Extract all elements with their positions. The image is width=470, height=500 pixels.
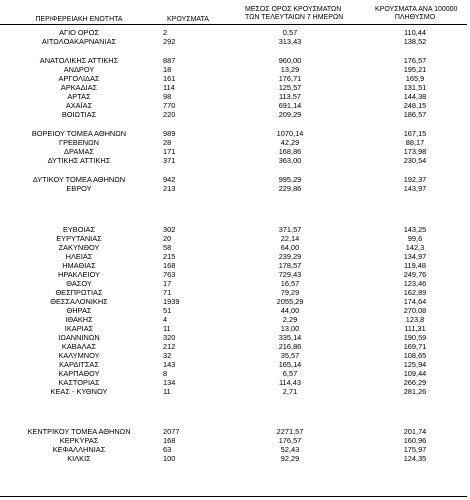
seven-day-average: 729,43 [278,270,302,279]
region-name: ΚΙΛΚΙΣ [67,454,91,463]
table-row [0,351,467,360]
seven-day-average: 960,00 [278,56,302,65]
seven-day-average: 52,43 [280,445,300,454]
cases-value: 20 [163,234,172,243]
region-name: ΚΕΝΤΡΙΚΟΥ ΤΟΜΕΑ ΑΘΗΝΩΝ [27,427,131,436]
region-name: ΚΑΡΠΑΘΟΥ [58,369,100,378]
region-name: ΚΕΦΑΛΛΗΝΙΑΣ [52,445,106,454]
region-name: ΑΧΑΪΑΣ [65,101,93,110]
cases-per-100k: 201,74 [403,427,427,436]
region-name: ΔΥΤΙΚΗΣ ΑΤΤΙΚΗΣ [47,156,111,165]
region-name: ΓΡΕΒΕΝΩΝ [59,138,99,147]
seven-day-average: 64,00 [280,243,300,252]
table-row [0,270,467,279]
cases-value: 8 [163,369,168,378]
seven-day-average: 0,57 [282,28,298,37]
cases-value: 942 [163,175,176,184]
seven-day-average: 168,86 [278,147,302,156]
header-rule [0,24,467,25]
seven-day-average: 176,57 [278,436,302,445]
table-row [0,324,467,333]
region-name: ΙΩΑΝΝΙΝΩΝ [58,333,100,342]
region-name: ΘΕΣΣΑΛΟΝΙΚΗΣ [50,297,108,306]
table-row [0,445,467,454]
region-name: ΗΜΑΘΙΑΣ [62,261,96,270]
table-row [0,252,467,261]
cases-per-100k: 123,46 [403,279,427,288]
region-name: ΕΥΡΥΤΑΝΙΑΣ [56,234,102,243]
cases-per-100k: 162,89 [403,288,427,297]
cases-value: 18 [163,65,172,74]
region-name: ΚΕΡΚΥΡΑΣ [59,436,99,445]
cases-value: 143 [163,360,176,369]
cases-per-100k: 270,08 [403,306,427,315]
table-row [0,288,467,297]
table-row [0,297,467,306]
region-name: ΑΡΤΑΣ [67,92,91,101]
region-name: ΙΚΑΡΙΑΣ [64,324,94,333]
table-row [0,56,467,65]
table-row [0,65,467,74]
seven-day-average: 13,29 [280,65,300,74]
seven-day-average: 239,29 [278,252,302,261]
cases-value: 212 [163,342,176,351]
table-row [0,369,467,378]
region-name: ΚΑΒΑΛΑΣ [61,342,97,351]
region-name: ΘΑΣΟΥ [66,279,92,288]
seven-day-average: 229,86 [278,184,302,193]
cases-per-100k: 143,97 [403,184,427,193]
table-row [0,92,467,101]
seven-day-average: 35,57 [280,351,300,360]
cases-value: 71 [163,288,172,297]
region-name: ΙΘΑΚΗΣ [65,315,93,324]
cases-value: 32 [163,351,172,360]
cases-value: 168 [163,436,176,445]
cases-per-100k: 99,6 [407,234,423,243]
seven-day-average: 2271,57 [276,427,304,436]
seven-day-average: 178,57 [278,261,302,270]
seven-day-average: 995,29 [278,175,302,184]
cases-per-100k: 192,37 [403,175,427,184]
table-row [0,129,467,138]
seven-day-average: 16,57 [280,279,300,288]
cases-per-100k: 281,26 [403,387,427,396]
seven-day-average: 114,43 [278,378,302,387]
seven-day-average: 313,43 [278,37,302,46]
cases-per-100k: 125,94 [403,360,427,369]
cases-value: 11 [163,324,171,333]
table-row [0,243,467,252]
cases-per-100k: 123,8 [405,315,425,324]
cases-value: 763 [163,270,176,279]
header-cases: ΚΡΟΥΣΜΑΤΑ [167,16,209,23]
cases-per-100k: 142,3 [405,243,425,252]
cases-value: 134 [163,378,176,387]
region-name: ΚΕΑΣ - ΚΥΘΝΟΥ [50,387,108,396]
cases-value: 17 [163,279,172,288]
cases-value: 1939 [163,297,180,306]
region-name: ΒΟΡΕΙΟΥ ΤΟΜΕΑ ΑΘΗΝΩΝ [31,129,127,138]
region-name: ΔΡΑΜΑΣ [64,147,94,156]
cases-value: 2077 [163,427,180,436]
table-row [0,110,467,119]
cases-value: 168 [163,261,176,270]
region-name: ΚΑΛΥΜΝΟΥ [58,351,100,360]
cases-value: 989 [163,129,176,138]
cases-value: 770 [163,101,176,110]
table-row [0,138,467,147]
table-row [0,306,467,315]
cases-per-100k: 169,71 [403,342,427,351]
cases-value: 220 [163,110,176,119]
table-row [0,28,467,37]
cases-per-100k: 111,31 [404,324,426,333]
region-name: ΗΛΕΙΑΣ [65,252,93,261]
cases-per-100k: 119,48 [403,261,427,270]
cases-per-100k: 144,38 [403,92,427,101]
cases-value: 11 [163,387,171,396]
seven-day-average: 42,29 [280,138,300,147]
seven-day-average: 92,29 [280,454,300,463]
footer-rule [0,496,467,497]
seven-day-average: 113,57 [278,92,302,101]
cases-value: 213 [163,184,176,193]
region-name: ΕΥΒΟΙΑΣ [62,225,96,234]
region-name: ΚΑΡΔΙΤΣΑΣ [59,360,99,369]
cases-per-100k: 167,15 [403,129,427,138]
cases-per-100k: 190,59 [403,333,427,342]
table-row [0,342,467,351]
header-per-line2: ΠΛΗΘΥΣΜΟ [394,14,436,21]
table-row [0,427,467,436]
seven-day-average: 691,14 [278,101,302,110]
cases-per-100k: 110,44 [403,28,427,37]
cases-per-100k: 134,97 [403,252,427,261]
table-row [0,184,467,193]
region-name: ΑΝΑΤΟΛΙΚΗΣ ΑΤΤΙΚΗΣ [39,56,119,65]
header-region: ΠΕΡΙΦΕΡΕΙΑΚΗ ΕΝΟΤΗΤΑ [35,16,123,23]
seven-day-average: 216,86 [278,342,302,351]
cases-value: 114 [163,83,175,92]
cases-per-100k: 230,54 [403,156,427,165]
cases-per-100k: 195,21 [403,65,427,74]
table-row [0,225,467,234]
table-row [0,315,467,324]
region-name: ΘΗΡΑΣ [66,306,92,315]
seven-day-average: 79,29 [280,288,300,297]
cases-per-100k: 248,15 [403,101,427,110]
cases-value: 63 [163,445,172,454]
table-row [0,83,467,92]
seven-day-average: 6,57 [282,369,298,378]
cases-value: 320 [163,333,176,342]
cases-per-100k: 138,52 [403,37,427,46]
cases-value: 2 [163,28,168,37]
cases-per-100k: 174,64 [403,297,427,306]
cases-per-100k: 173,98 [403,147,427,156]
cases-value: 4 [163,315,168,324]
region-name: ΕΒΡΟΥ [66,184,92,193]
cases-per-100k: 165,9 [405,74,425,83]
seven-day-average: 371,57 [278,225,302,234]
table-row [0,147,467,156]
table-row [0,360,467,369]
seven-day-average: 165,14 [278,360,302,369]
cases-value: 215 [163,252,176,261]
seven-day-average: 335,14 [278,333,302,342]
table-row [0,74,467,83]
region-name: ΑΙΤΩΛΟΑΚΑΡΝΑΝΙΑΣ [41,37,117,46]
cases-value: 100 [163,454,176,463]
cases-per-100k: 124,35 [403,454,427,463]
cases-per-100k: 176,57 [403,56,427,65]
region-name: ΘΕΣΠΡΩΤΙΑΣ [55,288,103,297]
table-row [0,101,467,110]
table-row [0,378,467,387]
seven-day-average: 2,29 [282,315,298,324]
table-row [0,234,467,243]
region-name: ΑΡΓΟΛΙΔΑΣ [58,74,100,83]
cases-value: 171 [163,147,176,156]
region-name: ΑΓΙΟ ΟΡΟΣ [59,28,99,37]
cases-per-100k: 160,96 [403,436,427,445]
seven-day-average: 2,71 [282,387,298,396]
cases-value: 58 [163,243,172,252]
seven-day-average: 13,00 [280,324,300,333]
table-row [0,454,467,463]
cases-per-100k: 108,65 [403,351,427,360]
region-name: ΚΑΣΤΟΡΙΑΣ [58,378,100,387]
region-name: ΒΟΙΩΤΙΑΣ [61,110,97,119]
region-name: ΑΡΚΑΔΙΑΣ [60,83,98,92]
table-row [0,175,467,184]
cases-value: 371 [163,156,176,165]
cases-per-100k: 266,29 [403,378,427,387]
header-avg-line2: ΤΩΝ ΤΕΛΕΥΤΑΙΩΝ 7 ΗΜΕΡΩΝ [245,14,344,21]
seven-day-average: 125,57 [278,83,302,92]
table-row [0,261,467,270]
cases-per-100k: 249,76 [403,270,427,279]
table-row [0,156,467,165]
seven-day-average: 1070,14 [276,129,304,138]
cases-value: 887 [163,56,176,65]
header-avg-line1: ΜΕΣΟΣ ΟΡΟΣ ΚΡΟΥΣΜΑΤΩΝ [245,6,342,13]
cases-per-100k: 175,97 [403,445,427,454]
cases-value: 51 [163,306,172,315]
table-row [0,37,467,46]
cases-per-100k: 143,25 [403,225,427,234]
seven-day-average: 363,00 [278,156,302,165]
table-row [0,279,467,288]
cases-per-100k: 109,44 [403,369,427,378]
seven-day-average: 44,00 [280,306,300,315]
region-name: ΑΝΔΡΟΥ [63,65,95,74]
table-row [0,333,467,342]
seven-day-average: 209,29 [278,110,302,119]
header-per-line1: ΚΡΟΥΣΜΑΤΑ ΑΝΑ 100000 [375,6,458,13]
seven-day-average: 176,71 [278,74,302,83]
seven-day-average: 2055,29 [276,297,304,306]
table-row [0,436,467,445]
table-row [0,387,467,396]
cases-per-100k: 131,51 [403,83,427,92]
cases-per-100k: 88,17 [405,138,425,147]
cases-value: 161 [163,74,176,83]
cases-per-100k: 186,57 [403,110,427,119]
cases-value: 292 [163,37,176,46]
region-name: ΗΡΑΚΛΕΙΟΥ [58,270,100,279]
region-name: ΔΥΤΙΚΟΥ ΤΟΜΕΑ ΑΘΗΝΩΝ [32,175,126,184]
region-name: ΖΑΚΥΝΘΟΥ [58,243,100,252]
cases-value: 28 [163,138,172,147]
cases-value: 98 [163,92,172,101]
cases-value: 302 [163,225,176,234]
seven-day-average: 22,14 [280,234,300,243]
